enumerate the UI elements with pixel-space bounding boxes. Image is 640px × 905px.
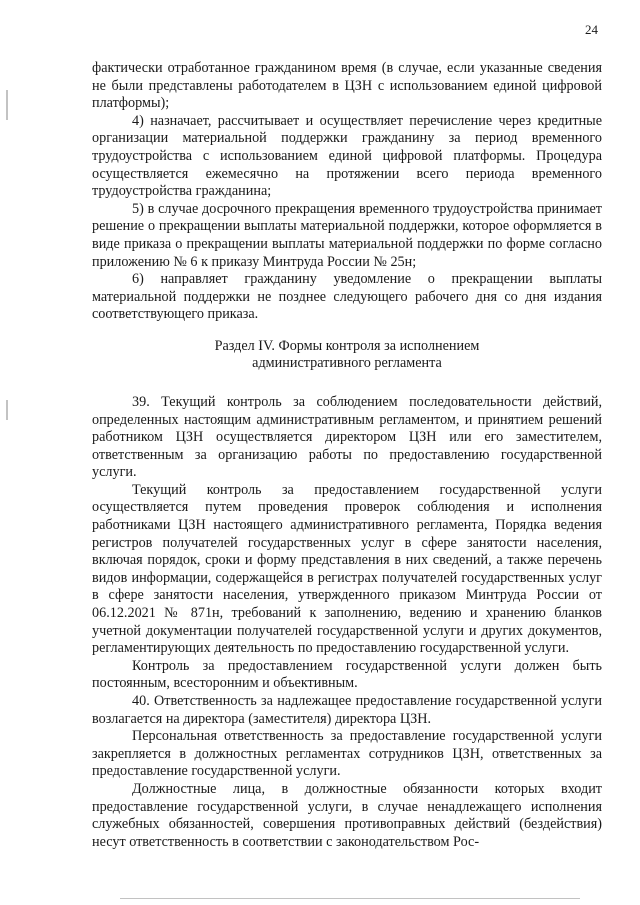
scan-artifact <box>6 90 8 120</box>
paragraph: 5) в случае досрочного прекращения временного трудоустройства принимает решение о прекращении выплаты материальной поддержки, которое оформляется в виде приказа о прекращении выплаты материальной поддержки по форме согласно приложению № 6 к приказу Минтруда России № 25н; <box>92 200 602 270</box>
paragraph: Должностные лица, в должностные обязанности которых входит предоставление государственной услуги, в случае ненадлежащего исполнения служебных обязанностей, совершения противоправных действий (бездействия) несут ответственность в соответствии с законодательством Рос- <box>92 780 602 850</box>
section-title-line2: административного регламента <box>252 354 442 371</box>
scan-artifact-line <box>120 898 580 899</box>
paragraph: фактически отработанное гражданином время (в случае, если указанные сведения не были представлены работодателем в ЦЗН с использованием единой цифровой платформы); <box>92 60 602 112</box>
paragraph: 40. Ответственность за надлежащее предоставление государственной услуги возлагается на директора (заместителя) директора ЦЗН. <box>92 693 602 727</box>
paragraph: Текущий контроль за предоставлением государственной услуги осуществляется путем проведения проверок соблюдения и исполнения работниками ЦЗН настоящего административного регламента, Порядка ведения регистров получателей государственных услуг в сфере занятости населения, включая порядок, сроки и форму представления в них сведений, а также перечень видов информации, содержащейся в регистрах получателей государственных услуг в сфере занятости населения, утвержденного приказом Минтруда России от 06.12.2021 № 871н, требований к заполнению, ведению и хранению бланков учетной документации получателей государственной услуги и других документов, регламентирующих деятельность по предоставлению государственной услуги. <box>92 481 602 657</box>
paragraph: 39. Текущий контроль за соблюдением последовательности действий, определенных настоящим административным регламентом, и принятием решений работником ЦЗН осуществляется директором ЦЗН или его заместителем, ответственным за организацию работы по предоставлению государственной услуги. <box>92 393 602 481</box>
paragraph: Контроль за предоставлением государственной услуги должен быть постоянным, всесторонним и объективным. <box>92 657 602 692</box>
page-number: 24 <box>585 22 598 37</box>
document-body <box>92 60 602 851</box>
paragraph: 4) назначает, рассчитывает и осуществляет перечисление через кредитные организации материальной поддержки гражданину за период временного трудоустройства с использованием единой цифровой платформы. Процедура осуществляется ежемесячно на протяжении всего периода временного трудоустройства гражданина; <box>92 112 602 200</box>
section-title <box>92 338 602 372</box>
paragraph: Персональная ответственность за предоставление государственной услуги закрепляется в должностных регламентах сотрудников ЦЗН, ответственных за предоставление государственной услуги. <box>92 728 602 780</box>
paragraph: 6) направляет гражданину уведомление о прекращении выплаты материальной поддержки не позднее следующего рабочего дня со дня издания соответствующего приказа. <box>92 271 602 323</box>
section-title-line1: Раздел IV. Формы контроля за исполнением <box>214 337 480 354</box>
scan-artifact <box>6 400 8 420</box>
